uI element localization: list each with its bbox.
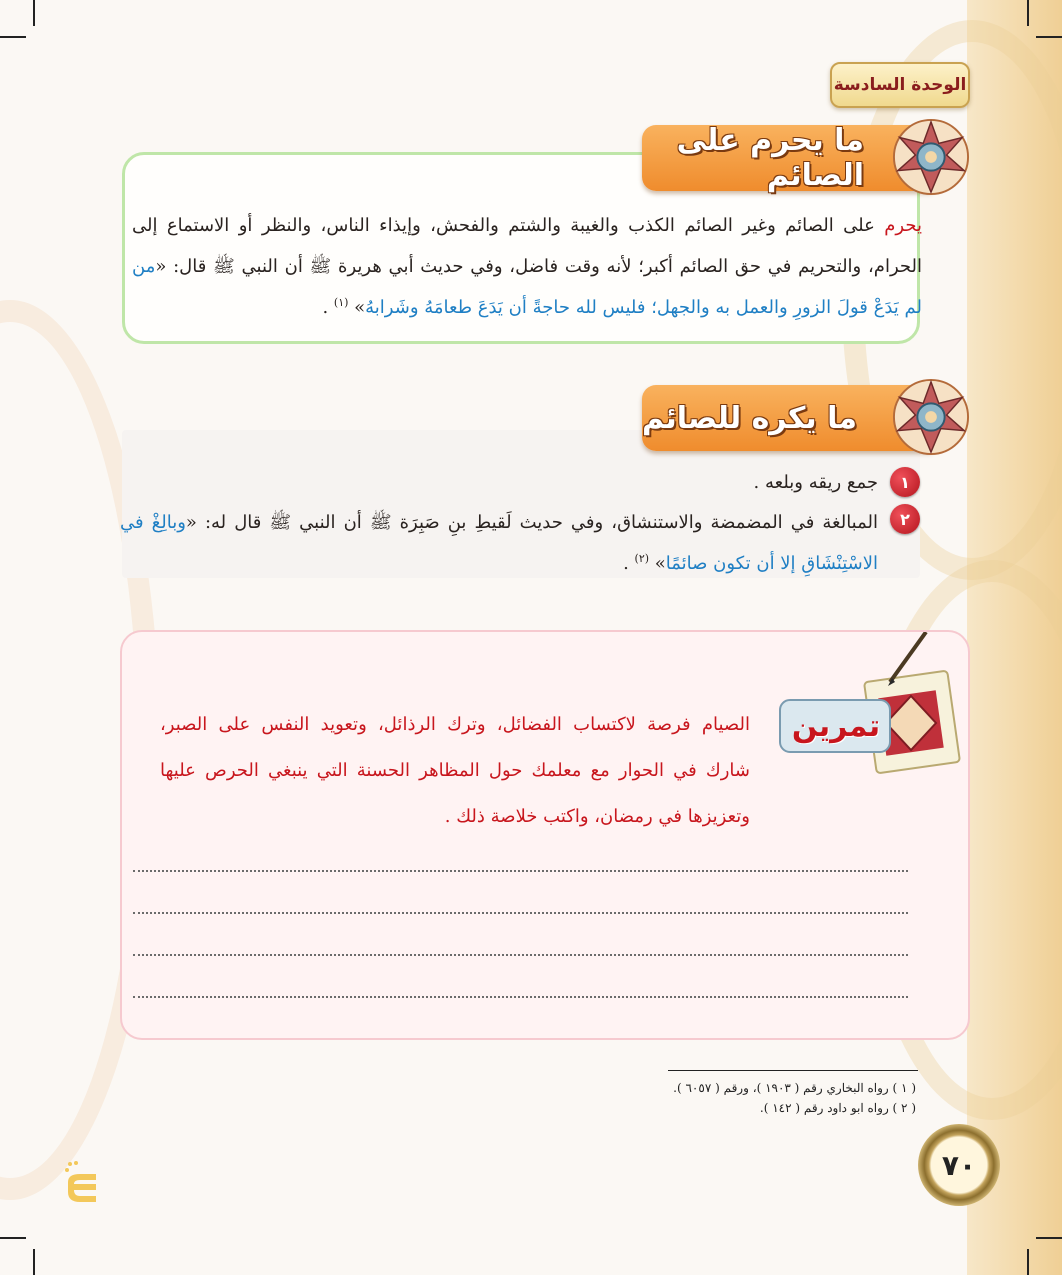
hadith-close: »: [348, 297, 366, 318]
publisher-logo-icon: [62, 1160, 102, 1206]
page-number: ٧٠: [918, 1124, 1000, 1206]
footnote: ( ١ ) رواه البخاري رقم ( ١٩٠٣ )، ورقم ( ٦٠٥٧ ).: [673, 1081, 916, 1095]
hadith-text: وبالِغْ في الاسْتِنْشَاقِ إلا أن تكون صائمًا: [120, 512, 878, 574]
list-item-end: .: [623, 553, 635, 574]
list-item-text: جمع ريقه وبلعه .: [753, 471, 878, 493]
crop-mark: [0, 1237, 26, 1239]
crop-mark: [1027, 1249, 1029, 1275]
hadith-text-part1: من لم يَدَعْ قولَ: [132, 256, 922, 318]
crop-mark: [33, 1249, 35, 1275]
list-item: [120, 464, 920, 500]
paragraph-line2: والتحريم في حق الصائم أكبر؛ لأنه وقت فاضل، وفي حديث أبي هريرة ﷺ أن النبي ﷺ قال: «: [155, 256, 862, 277]
footnote-ref-2: (٢): [634, 552, 650, 565]
answer-line[interactable]: [133, 996, 908, 998]
crop-mark: [1036, 1237, 1062, 1239]
crop-mark: [1036, 36, 1062, 38]
crop-mark: [33, 0, 35, 26]
paragraph-line1: على الصائم وغير الصائم الكذب والغيبة والشتم والفحش، وإيذاء الناس، والنظر أو الاستماع إلى الحرام،: [132, 215, 922, 277]
footnote-divider: [668, 1070, 918, 1071]
answer-line[interactable]: [133, 912, 908, 914]
footnote: ( ٢ ) رواه ابو داود رقم ( ١٤٢ ).: [759, 1101, 916, 1115]
section2-list: [120, 464, 920, 584]
hadith-text-part2: الزورِ والعمل به والجهل؛ فليس لله حاجةً أن يَدَعَ طعامَهُ وشَرابهُ: [365, 297, 832, 318]
footnote-ref-1: (١): [333, 296, 349, 309]
section1-paragraph: [132, 205, 922, 328]
medallion-icon: [892, 118, 970, 196]
list-number-badge: ٢: [890, 504, 920, 534]
crop-mark: [0, 36, 26, 38]
list-item-text: [120, 502, 878, 584]
list-item: [120, 502, 920, 584]
unit-badge: الوحدة السادسة: [830, 62, 970, 108]
answer-line[interactable]: [133, 954, 908, 956]
list-number-badge: ١: [890, 467, 920, 497]
intro-word: يحرم: [884, 215, 922, 236]
section2-title: ما يكره للصائم: [642, 385, 932, 451]
exercise-label: تمرين: [791, 708, 881, 744]
hadith-close: »: [649, 553, 666, 574]
medallion-icon: [892, 378, 970, 456]
list-item-text-before: المبالغة في المضمضة والاستنشاق، وفي حديث لَقيطِ بنِ صَبِرَة ﷺ أن النبي ﷺ قال له: «: [185, 512, 878, 533]
answer-line[interactable]: [133, 870, 908, 872]
section1-title: ما يحرم على الصائم: [642, 125, 932, 191]
exercise-text: الصيام فرصة لاكتساب الفضائل، وترك الرذائل، وتعويد النفس على الصبر، شارك في الحوار مع معلمك حول المظاهر الحسنة التي ينبغي الحرص عليها وتعزيزها في رمضان، واكتب خلاصة ذلك .: [160, 714, 750, 827]
crop-mark: [1027, 0, 1029, 26]
paragraph-end: .: [322, 297, 334, 318]
exercise-badge: [778, 632, 970, 782]
